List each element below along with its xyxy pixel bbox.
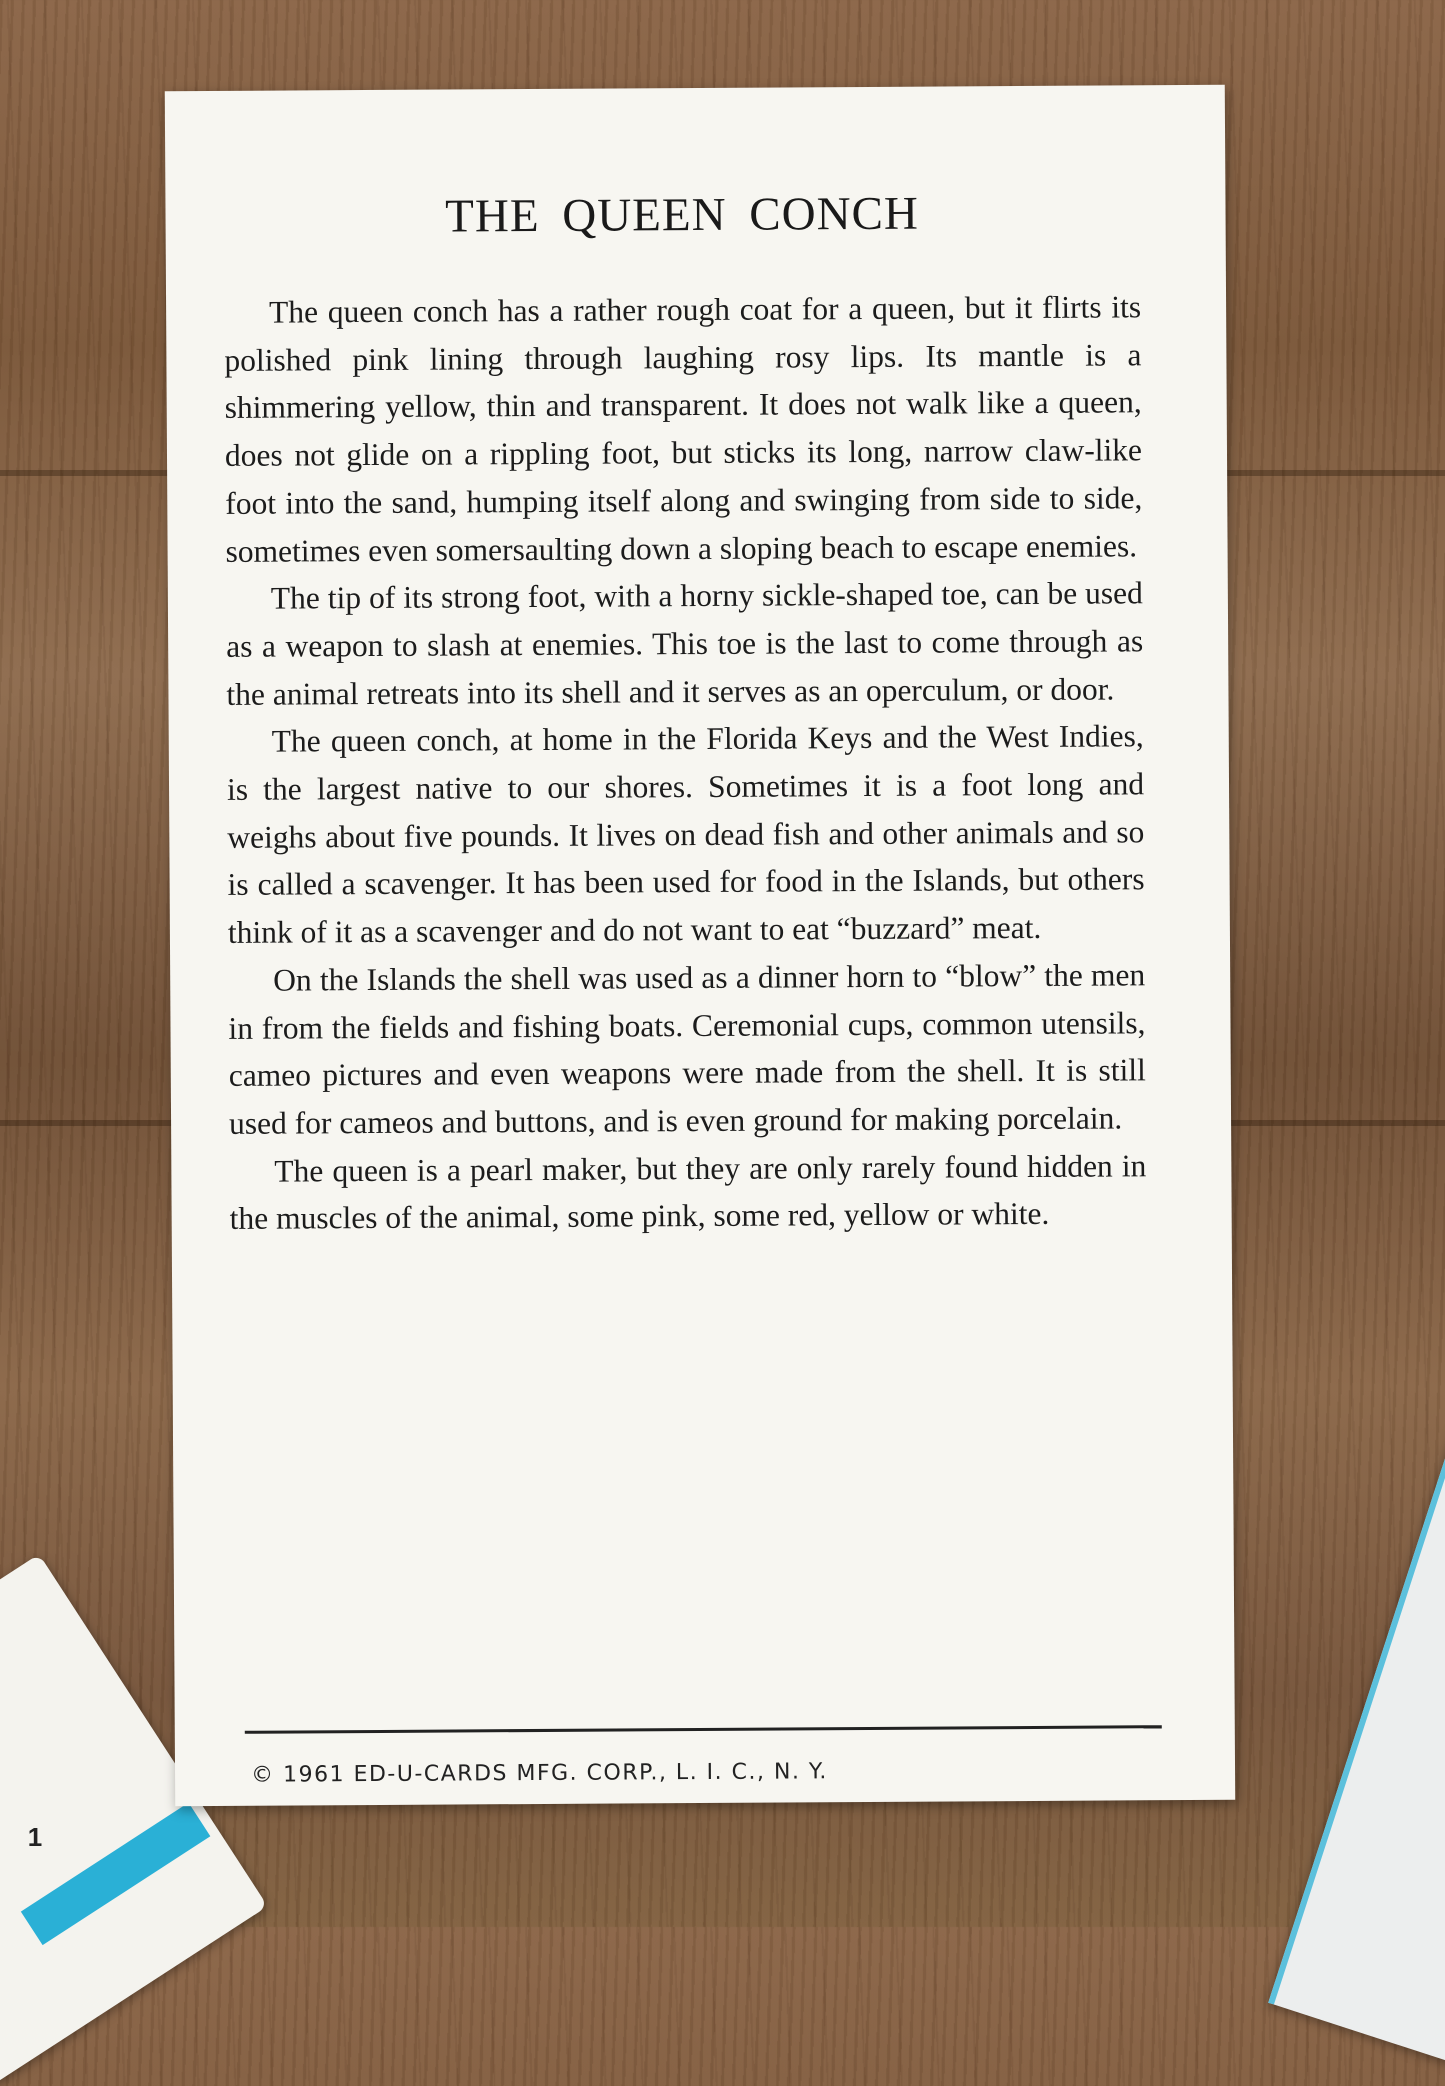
card-body: [224, 283, 1147, 1243]
body-paragraph: The queen conch, at home in the Florida Keys and the West Indies, is the largest native to our shores. Sometimes it is a foot long and weighs about five pounds. It lives on dead fish and other animals and so is called a scavenger. It has been used for food in the Islands, but others think of it as a scavenger and do not want to eat “buzzard” meat.: [226, 718, 1145, 951]
body-paragraph: The tip of its strong foot, with a horny sickle-shaped toe, can be used as a weapon to slash at enemies. This toe is the last to come through as the animal retreats into its shell and it serves as an operculum, or door.: [226, 575, 1144, 712]
body-paragraph: The queen is a pearl maker, but they are only rarely found hidden in the muscles of the animal, some pink, some red, yellow or white.: [229, 1147, 1147, 1237]
copyright-notice: © 1961 ED-U-CARDS MFG. CORP., L. I. C., N. Y.: [250, 1759, 828, 1788]
info-card: [165, 85, 1235, 1806]
body-paragraph: On the Islands the shell was used as a dinner horn to “blow” the men in from the fields and fishing boats. Ceremonial cups, common utensils, cameo pictures and even weapons were made from the shell. It is still used for cameos and buttons, and is even ground for making porcelain.: [228, 957, 1146, 1141]
card-color-edge: [1268, 1337, 1445, 2005]
footer-divider: [245, 1725, 1162, 1734]
card-color-stripe: [21, 1803, 211, 1945]
body-paragraph: The queen conch has a rather rough coat for a queen, but it flirts its polished pink lining through laughing rosy lips. Its mantle is a shimmering yellow, thin and transparent. It does not walk like a queen, does not glide on a rippling foot, but sticks its long, narrow claw-like foot into the sand, humping itself along and swinging from side to side, sometimes even somersaulting down a sloping beach to escape enemies.: [224, 289, 1143, 569]
background-card-right: [1268, 1337, 1445, 2083]
card-number: 1: [27, 1821, 43, 1852]
card-title: THE QUEEN CONCH: [445, 187, 920, 243]
